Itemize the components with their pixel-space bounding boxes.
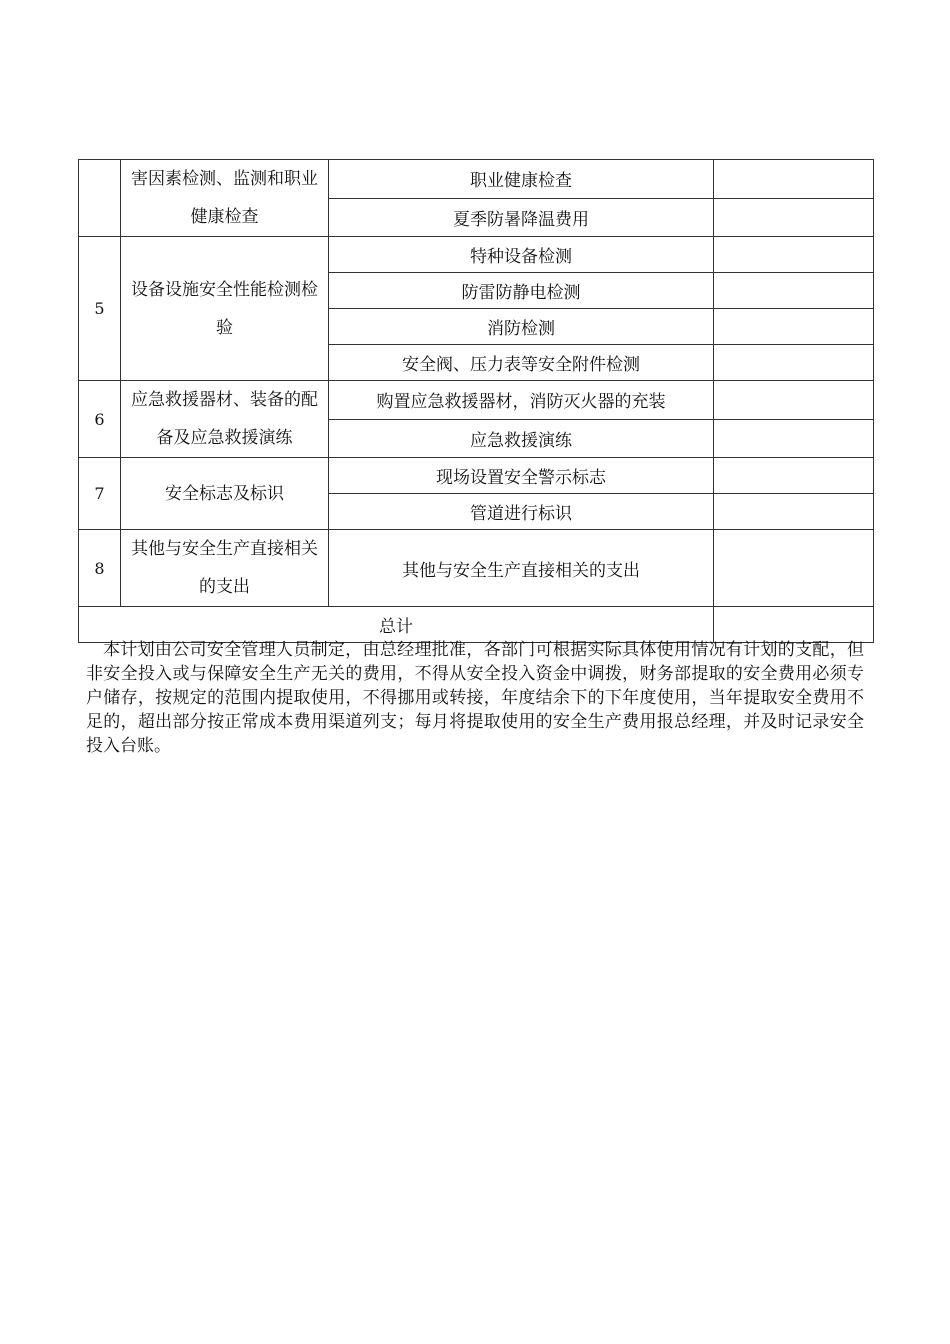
amount-cell xyxy=(714,309,874,345)
amount-cell xyxy=(714,237,874,273)
amount-cell xyxy=(714,198,874,237)
amount-cell xyxy=(714,273,874,309)
total-label: 总计 xyxy=(79,607,714,643)
table-row xyxy=(79,530,874,607)
item-cell: 其他与安全生产直接相关的支出 xyxy=(329,530,714,607)
row-number xyxy=(79,160,121,237)
plan-note-paragraph: 本计划由公司安全管理人员制定，由总经理批准，各部门可根据实际具体使用情况有计划的支配，但非安全投入或与保障安全生产无关的费用，不得从安全投入资金中调拨，财务部提取的安全费用必须专户储存，按规定的范围内提取使用，不得挪用或转接，年度结余下的下年度使用，当年提取安全费用不足的，超出部分按正常成本费用渠道列支；每月将提取使用的安全生产费用报总经理，并及时记录安全投入台账。 xyxy=(86,640,864,756)
item-cell: 购置应急救援器材，消防灭火器的充装 xyxy=(329,381,714,420)
safety-budget-table xyxy=(78,159,874,643)
amount-cell xyxy=(714,381,874,420)
amount-cell xyxy=(714,530,874,607)
item-cell: 职业健康检查 xyxy=(329,160,714,199)
item-cell: 消防检测 xyxy=(329,309,714,345)
item-cell: 特种设备检测 xyxy=(329,237,714,273)
item-cell: 安全阀、压力表等安全附件检测 xyxy=(329,345,714,381)
item-cell: 夏季防暑降温费用 xyxy=(329,198,714,237)
category-cell: 设备设施安全性能检测检验 xyxy=(121,237,329,381)
item-cell: 管道进行标识 xyxy=(329,494,714,530)
row-number: 5 xyxy=(79,237,121,381)
amount-cell xyxy=(714,160,874,199)
table-row xyxy=(79,381,874,420)
amount-cell xyxy=(714,419,874,458)
item-cell: 现场设置安全警示标志 xyxy=(329,458,714,494)
category-cell: 安全标志及标识 xyxy=(121,458,329,530)
amount-cell xyxy=(714,458,874,494)
row-number: 7 xyxy=(79,458,121,530)
item-cell: 防雷防静电检测 xyxy=(329,273,714,309)
row-number: 8 xyxy=(79,530,121,607)
category-cell: 其他与安全生产直接相关的支出 xyxy=(121,530,329,607)
table-row xyxy=(79,237,874,273)
item-cell: 应急救援演练 xyxy=(329,419,714,458)
amount-cell xyxy=(714,345,874,381)
table-row xyxy=(79,160,874,199)
table-row xyxy=(79,458,874,494)
category-cell: 害因素检测、监测和职业健康检查 xyxy=(121,160,329,237)
category-cell: 应急救援器材、装备的配备及应急救援演练 xyxy=(121,381,329,458)
amount-cell xyxy=(714,494,874,530)
row-number: 6 xyxy=(79,381,121,458)
